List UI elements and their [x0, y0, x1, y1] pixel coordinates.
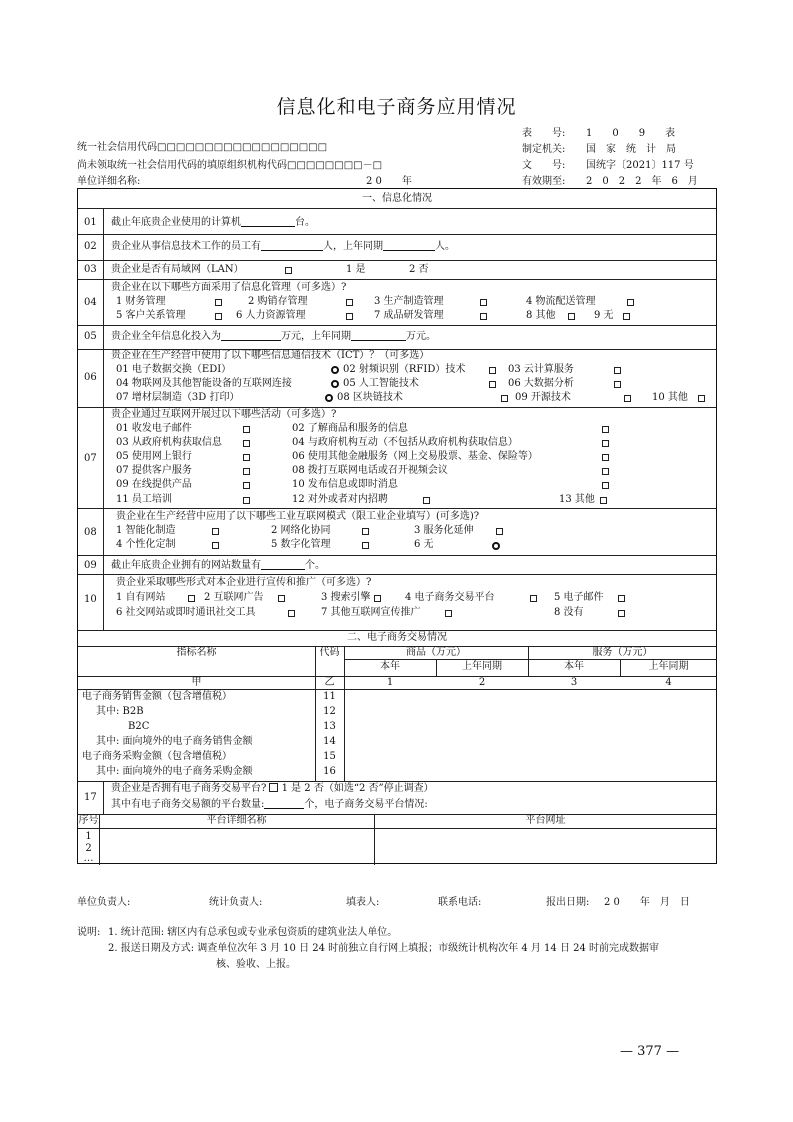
note-2b: 核、验收、上报。 [216, 959, 296, 970]
cb-bigdata[interactable] [614, 381, 621, 388]
cb-production[interactable] [480, 299, 487, 306]
year-label: 2 0 年 [366, 176, 412, 187]
cb-opensource[interactable] [624, 395, 631, 402]
cb-digital-mgmt[interactable] [362, 542, 369, 549]
it-staff-prev-field[interactable] [383, 240, 435, 251]
cb-publish[interactable] [602, 482, 609, 489]
row06-question: 贵企业在生产经营中使用了以下哪些信息通信技术（ICT）？（可多选） [111, 350, 430, 361]
row09-text: 截止年底贵企业拥有的网站数量有 个。 [111, 560, 325, 571]
opt-other: 8 其他 [526, 310, 556, 321]
phone-label: 联系电话: [438, 897, 482, 908]
opt-publish: 10 发布信息或即时消息 [292, 479, 398, 490]
report-date-label: 报出日期: [546, 897, 590, 908]
cb-gov-info[interactable] [243, 440, 250, 447]
cb-search[interactable] [374, 595, 381, 602]
index-2: 2 [478, 677, 486, 688]
row-code-03: 03 [84, 264, 97, 275]
opt-edi: 01 电子数据交换（EDI） [116, 364, 232, 375]
row10-question: 贵企业采取哪些形式对本企业进行宣传和推广（可多选）? [116, 577, 372, 588]
opt-training: 11 员工培训 [116, 494, 172, 505]
opt-gov-interact: 04 与政府机构互动（不包括从政府机构获取信息） [292, 437, 518, 448]
cb-product-info[interactable] [602, 426, 609, 433]
opt-customer-svc: 07 提供客户服务 [116, 465, 192, 476]
opt-finance: 1 财务管理 [116, 296, 166, 307]
item-ec-sales: 电子商务销售金额（包含增值税） [82, 691, 232, 702]
cb-ai[interactable] [489, 381, 496, 388]
opt-hr: 6 人力资源管理 [236, 310, 306, 321]
page-number: — 377 — [620, 1044, 680, 1059]
page-title: 信息化和电子商务应用情况 [276, 96, 517, 118]
cb-email-promo[interactable] [618, 595, 625, 602]
row02-text: 贵企业从事信息技术工作的员工有 人，上年同期 人。 [111, 241, 455, 252]
it-invest-field[interactable] [221, 330, 281, 341]
col-platform-name: 平台详细名称 [206, 815, 267, 826]
cb-blockchain[interactable] [501, 395, 508, 402]
code-12: 12 [323, 706, 336, 717]
valid-until-value: 2 0 2 2 年 6 月 [586, 176, 698, 187]
cb-no-promo[interactable] [618, 610, 625, 617]
radio-edi[interactable] [331, 366, 339, 374]
cb-finance[interactable] [215, 299, 222, 306]
row-code-08: 08 [84, 527, 97, 538]
authority-label: 制定机关: [522, 144, 566, 155]
sub-goods-prev: 上年同期 [462, 661, 502, 672]
opt-blockchain: 08 区块链技术 [337, 392, 403, 403]
item-ec-purchase: 电子商务采购金额（包含增值税） [82, 751, 232, 762]
cb-social[interactable] [288, 610, 295, 617]
valid-until-label: 有效期至: [522, 176, 566, 187]
doc-no-value: 国统字〔2021〕117 号 [586, 160, 694, 171]
cb-customer-svc[interactable] [243, 468, 250, 475]
cb-service-ext[interactable] [496, 528, 503, 535]
row04-question: 贵企业在以下哪些方面采用了信息化管理（可多选）? [111, 282, 347, 293]
cb-other-promo[interactable] [445, 610, 452, 617]
cb-ec-platform[interactable] [530, 595, 537, 602]
col-seq: 序号 [78, 815, 99, 826]
opt-iot: 04 物联网及其他智能设备的互联网连接 [116, 378, 292, 389]
it-invest-prev-field[interactable] [351, 330, 406, 341]
cb-cloud[interactable] [614, 367, 621, 374]
form-no-label: 表 号: [522, 128, 566, 139]
opt-social: 6 社交网站或即时通讯社交工具 [116, 607, 256, 618]
authority-value: 国 家 统 计 局 [586, 144, 676, 155]
cb-email[interactable] [243, 426, 250, 433]
report-date-value: 2 0 年 月 日 [604, 897, 690, 908]
sub-service-current: 本年 [564, 661, 584, 672]
filler-label: 填表人: [346, 897, 380, 908]
item-overseas-purchase: 其中: 面向境外的电子商务采购金额 [96, 766, 253, 777]
cb-hr[interactable] [346, 313, 353, 320]
cb-gov-interact[interactable] [602, 440, 609, 447]
form-no-value: 1 0 9 表 [586, 128, 676, 139]
row-code-07: 07 [84, 453, 97, 464]
cb-ict-other[interactable] [698, 395, 705, 402]
doc-no-label: 文 号: [522, 160, 566, 171]
cb-logistics[interactable] [627, 299, 634, 306]
row-code-09: 09 [84, 560, 97, 571]
opt-bigdata: 06 大数据分析 [508, 378, 574, 389]
opt-internet-ad: 2 互联网广告 [204, 592, 264, 603]
code-16: 16 [323, 766, 336, 777]
cb-voip[interactable] [602, 468, 609, 475]
col-service: 服务（万元） [592, 647, 653, 658]
radio-3dprint[interactable] [325, 394, 333, 402]
opt-crm: 5 客户关系管理 [116, 310, 186, 321]
code-11: 11 [323, 691, 336, 702]
row05-text: 贵企业全年信息化投入为 万元，上年同期 万元。 [111, 331, 436, 342]
cb-internet-ad[interactable] [278, 595, 285, 602]
opt-email-promo: 5 电子邮件 [554, 592, 604, 603]
sub-goods-current: 本年 [380, 661, 400, 672]
opt-online-product: 09 在线提供产品 [116, 479, 192, 490]
code-13: 13 [323, 721, 336, 732]
cb-smart-mfg[interactable] [212, 528, 219, 535]
index-3: 3 [570, 677, 578, 688]
col-goods: 商品（万元） [406, 647, 466, 658]
col-indicator: 指标名称 [176, 647, 217, 658]
cb-ebank[interactable] [243, 454, 250, 461]
opt-recruit: 12 对外或者对内招聘 [292, 494, 388, 505]
opt-ai: 05 人工智能技术 [343, 378, 419, 389]
opt-cloud: 03 云计算服务 [508, 364, 574, 375]
note-1: 1. 统计范围: 辖区内有总承包或专业承包资质的建筑业法人单位。 [108, 927, 398, 938]
row-code-17: 17 [84, 792, 97, 803]
it-staff-field[interactable] [261, 240, 323, 251]
row-code-06: 06 [84, 372, 97, 383]
row03-text: 贵企业是否有局域网（LAN） [111, 264, 244, 275]
opt-own-site: 1 自有网站 [116, 592, 166, 603]
opt-digital-mgmt: 5 数字化管理 [271, 539, 331, 550]
cb-other[interactable] [568, 313, 575, 320]
opt-none: 9 无 [594, 310, 614, 321]
radio-iot[interactable] [331, 380, 339, 388]
opt-opensource: 09 开源技术 [515, 392, 571, 403]
opt-no-promo: 8 没有 [554, 607, 584, 618]
cb-own-site[interactable] [188, 595, 195, 602]
code-14: 14 [323, 736, 336, 747]
opt-finance-svc: 06 使用其他金融服务（网上交易股票、基金、保险等） [292, 451, 538, 462]
seq-2: 2 [85, 843, 92, 854]
opt-product-info: 02 了解商品和服务的信息 [292, 423, 408, 434]
opt-purchase: 2 购销存管理 [248, 296, 308, 307]
stat-head-label: 统计负责人: [209, 897, 263, 908]
cb-platform-yes[interactable] [269, 783, 278, 792]
opt-voip: 08 拨打互联网电话或召开视频会议 [292, 465, 448, 476]
notes-label: 说明: [77, 927, 101, 938]
code-15: 15 [323, 751, 336, 762]
row-code-01: 01 [84, 217, 97, 228]
unit-name-label: 单位详细名称: [77, 176, 141, 187]
opt-production: 3 生产制造管理 [374, 296, 444, 307]
row07-question: 贵企业通过互联网开展过以下哪些活动（可多选）? [111, 409, 337, 420]
opt-ict-other: 10 其他 [652, 392, 688, 403]
col-platform-url: 平台网址 [525, 815, 566, 826]
index-4: 4 [665, 677, 672, 688]
opt-ebank: 05 使用网上银行 [116, 451, 192, 462]
index-1: 1 [386, 677, 394, 688]
cb-training[interactable] [243, 497, 250, 504]
cb-activity-other[interactable] [600, 497, 607, 504]
opt-network-collab: 2 网络化协同 [271, 525, 331, 536]
index-yi: 乙 [324, 677, 335, 688]
opt-customization: 4 个性化定制 [116, 539, 176, 550]
opt-service-ext: 3 服务化延伸 [414, 525, 474, 536]
col-code: 代码 [319, 647, 340, 658]
opt-logistics: 4 物流配送管理 [526, 296, 596, 307]
platform-count-field[interactable] [264, 798, 304, 809]
row-code-10: 10 [84, 594, 97, 605]
opt-search: 3 搜索引擎 [321, 592, 371, 603]
unit-head-label: 单位负责人: [77, 897, 131, 908]
row01-text: 截止年底贵企业使用的计算机 台。 [111, 217, 315, 228]
row-code-04: 04 [84, 297, 97, 308]
cb-network-collab[interactable] [362, 528, 369, 535]
cb-customization[interactable] [212, 542, 219, 549]
lan-checkbox[interactable] [285, 267, 292, 274]
cb-finance-svc[interactable] [602, 454, 609, 461]
form-table [77, 188, 717, 864]
seq-1: 1 [85, 831, 92, 842]
opt-rfid: 02 射频识别（RFID）技术 [343, 364, 466, 375]
opt-smart-mfg: 1 智能化制造 [116, 525, 176, 536]
computer-count-field[interactable] [241, 216, 295, 227]
opt-iiot-none: 6 无 [414, 539, 434, 550]
item-b2c: B2C [128, 721, 150, 732]
website-count-field[interactable] [261, 559, 305, 570]
opt-ec-platform: 4 电子商务交易平台 [405, 592, 495, 603]
item-overseas-sales: 其中: 面向境外的电子商务销售金额 [96, 736, 253, 747]
lan-no-label: 2 否 [409, 264, 429, 275]
row17-line1: 贵企业是否拥有电子商务交易平台? 1 是 2 否（如选“2 否”停止调查） [111, 783, 434, 794]
index-jia: 甲 [191, 677, 202, 688]
note-2a: 2. 报送日期及方式: 调查单位次年 3 月 10 日 24 时前独立自行网上填报；市级统计机构次年 4 月 14 日 24 时前完成数据审 [108, 943, 660, 954]
opt-gov-info: 03 从政府机构获取信息 [116, 437, 222, 448]
opt-3dprint: 07 增材层制造（3D 打印） [116, 392, 240, 403]
cb-online-product[interactable] [243, 482, 250, 489]
credit-code-label: 统一社会信用代码□□□□□□□□□□□□□□□□□□ [77, 142, 328, 153]
cb-rnd[interactable] [480, 313, 487, 320]
lan-yes-label: 1 是 [346, 264, 366, 275]
row-code-02: 02 [84, 241, 97, 252]
opt-email: 01 收发电子邮件 [116, 423, 192, 434]
item-b2b: 其中: B2B [96, 706, 144, 717]
section1-title: 一、信息化情况 [362, 193, 432, 204]
row08-question: 贵企业在生产经营中应用了以下哪些工业互联网模式（限工业企业填写）(可多选)? [116, 511, 480, 522]
cb-none[interactable] [623, 313, 630, 320]
section2-title: 二、电子商务交易情况 [347, 632, 447, 643]
opt-rnd: 7 成品研发管理 [374, 310, 444, 321]
sub-service-prev: 上年同期 [648, 661, 689, 672]
cb-purchase[interactable] [346, 299, 353, 306]
cb-rfid[interactable] [489, 367, 496, 374]
seq-more: … [83, 853, 94, 864]
row17-line2: 其中有电子商务交易额的平台数量: 个，电子商务交易平台情况: [111, 799, 428, 810]
radio-iiot-none[interactable] [492, 542, 500, 550]
opt-activity-other: 13 其他 [559, 494, 595, 505]
opt-other-promo: 7 其他互联网宣传推广 [321, 607, 421, 618]
cb-recruit[interactable] [423, 497, 430, 504]
org-code-label: 尚未领取统一社会信用代码的填原组织机构代码□□□□□□□□－□ [77, 160, 383, 171]
row-code-05: 05 [84, 331, 97, 342]
cb-crm[interactable] [215, 313, 222, 320]
